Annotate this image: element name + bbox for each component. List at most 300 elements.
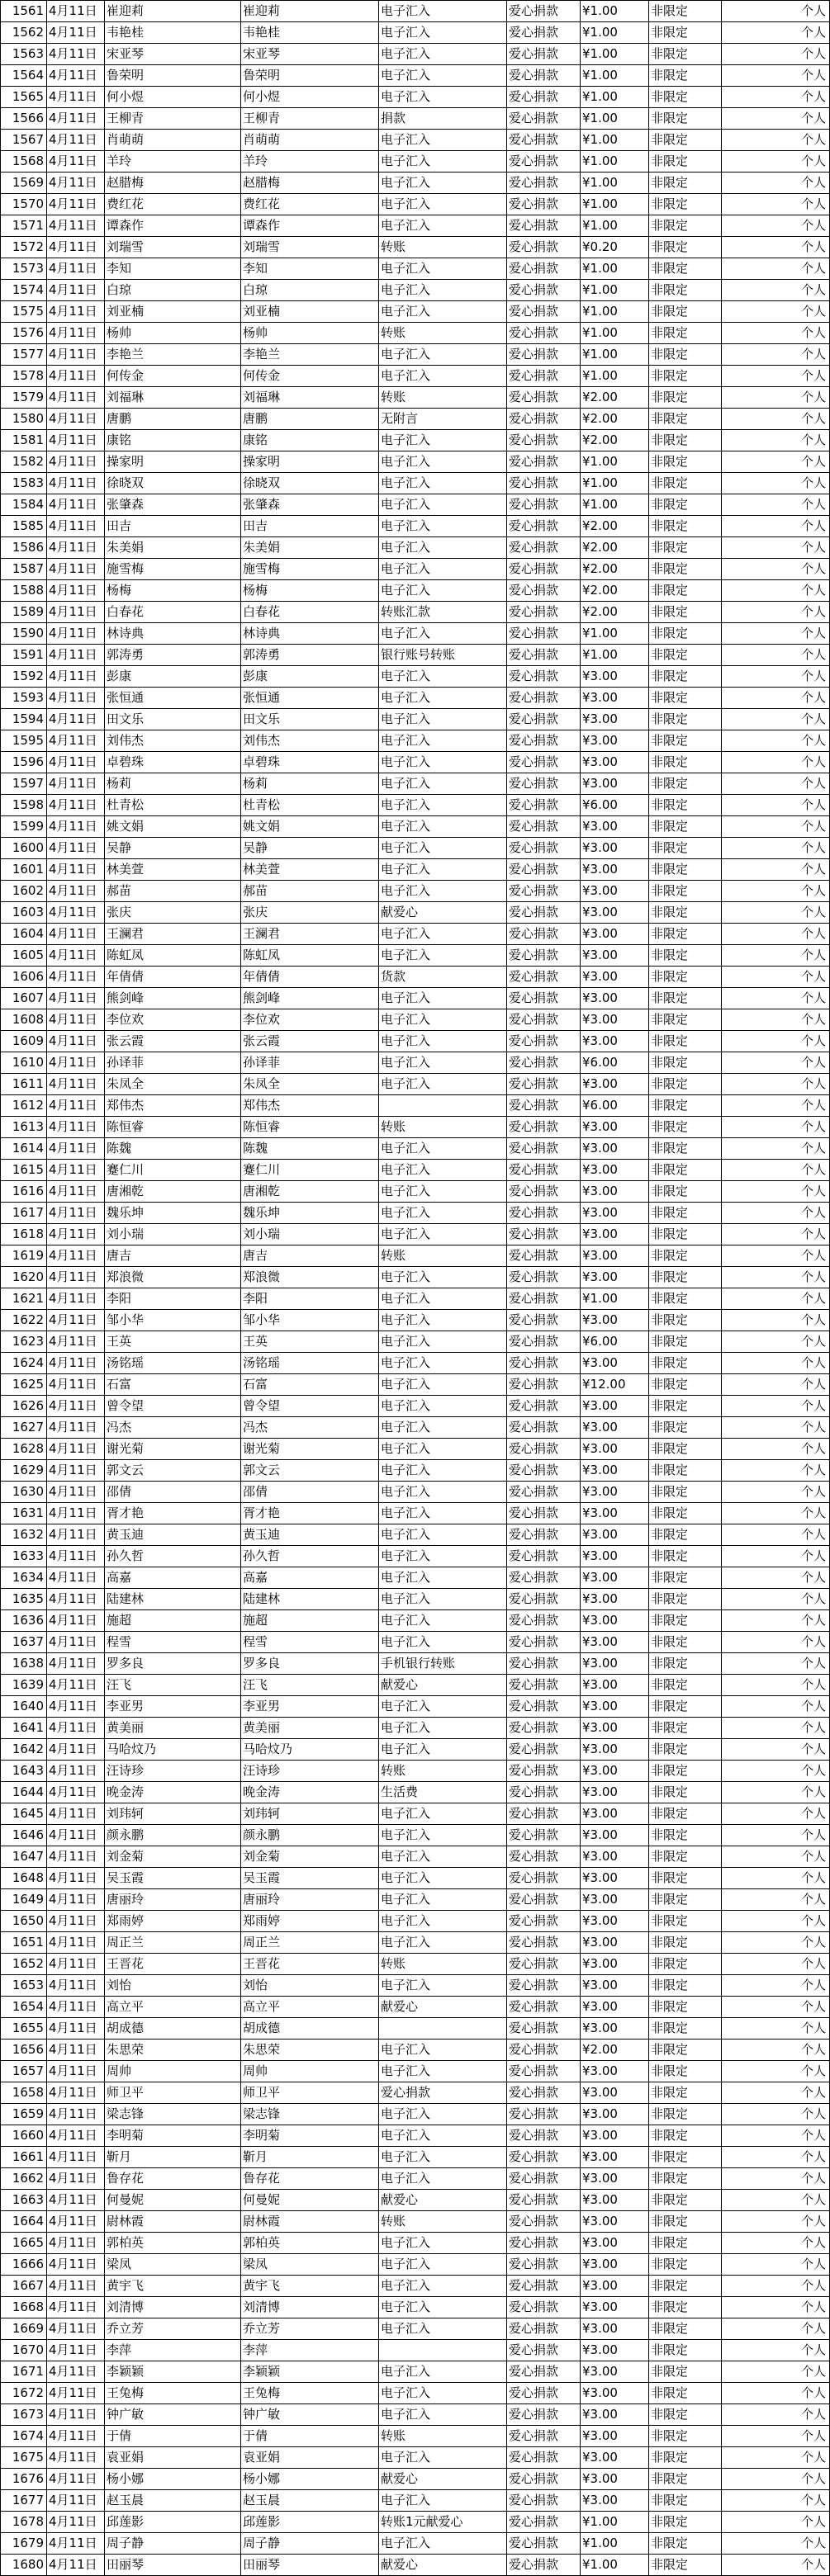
table-row [1, 1267, 830, 1288]
cell-purpose: 爱心捐款 [507, 387, 581, 409]
cell-date: 4月11日 [47, 2533, 105, 2555]
cell-amount: ¥3.00 [581, 688, 649, 709]
cell-purpose: 爱心捐款 [507, 2040, 581, 2061]
cell-payment-note: 转账 [379, 2211, 507, 2233]
cell-row-number: 1583 [1, 473, 47, 494]
cell-recipient-name: 高嘉 [241, 1567, 379, 1589]
cell-restriction: 非限定 [649, 1439, 722, 1460]
cell-row-number: 1594 [1, 709, 47, 730]
cell-date: 4月11日 [47, 730, 105, 752]
cell-purpose: 爱心捐款 [507, 666, 581, 688]
cell-donor-type: 个人 [722, 1911, 830, 1932]
cell-donor-name: 冯杰 [105, 1417, 241, 1439]
cell-recipient-name: 李明菊 [241, 2125, 379, 2147]
cell-row-number: 1584 [1, 494, 47, 516]
cell-date: 4月11日 [47, 1074, 105, 1095]
table-row [1, 945, 830, 967]
cell-purpose: 爱心捐款 [507, 988, 581, 1009]
table-row [1, 1954, 830, 1975]
cell-date: 4月11日 [47, 1460, 105, 1482]
cell-purpose: 爱心捐款 [507, 323, 581, 344]
cell-donor-name: 晚金涛 [105, 1782, 241, 1803]
cell-row-number: 1588 [1, 580, 47, 602]
cell-date: 4月11日 [47, 2125, 105, 2147]
table-row [1, 215, 830, 237]
cell-payment-note: 电子汇入 [379, 2447, 507, 2469]
cell-donor-name: 梁志锋 [105, 2104, 241, 2125]
table-row [1, 1739, 830, 1761]
cell-row-number: 1604 [1, 924, 47, 945]
cell-donor-name: 陆建林 [105, 1589, 241, 1610]
cell-date: 4月11日 [47, 559, 105, 580]
cell-donor-name: 卓碧珠 [105, 752, 241, 773]
cell-restriction: 非限定 [649, 1975, 722, 1997]
cell-donor-name: 黄玉迪 [105, 1524, 241, 1546]
cell-restriction: 非限定 [649, 2383, 722, 2404]
cell-purpose: 爱心捐款 [507, 752, 581, 773]
cell-donor-type: 个人 [722, 1718, 830, 1739]
cell-date: 4月11日 [47, 2340, 105, 2361]
cell-donor-type: 个人 [722, 1160, 830, 1181]
cell-date: 4月11日 [47, 666, 105, 688]
cell-donor-type: 个人 [722, 366, 830, 387]
cell-donor-type: 个人 [722, 409, 830, 430]
cell-donor-type: 个人 [722, 494, 830, 516]
cell-restriction: 非限定 [649, 473, 722, 494]
cell-recipient-name: 何传金 [241, 366, 379, 387]
cell-restriction: 非限定 [649, 2040, 722, 2061]
cell-payment-note: 转账 [379, 1761, 507, 1782]
cell-payment-note [379, 1095, 507, 1117]
cell-payment-note: 无附言 [379, 409, 507, 430]
cell-recipient-name: 李萍 [241, 2340, 379, 2361]
cell-recipient-name: 梁凤 [241, 2254, 379, 2276]
cell-donor-name: 杨帅 [105, 323, 241, 344]
cell-row-number: 1586 [1, 537, 47, 559]
cell-restriction: 非限定 [649, 602, 722, 623]
table-row [1, 22, 830, 44]
cell-payment-note: 献爱心 [379, 2555, 507, 2576]
cell-payment-note: 电子汇入 [379, 1181, 507, 1203]
cell-payment-note: 转账 [379, 1245, 507, 1267]
cell-restriction: 非限定 [649, 516, 722, 537]
cell-donor-type: 个人 [722, 2104, 830, 2125]
cell-restriction: 非限定 [649, 301, 722, 323]
cell-donor-type: 个人 [722, 1696, 830, 1718]
cell-donor-type: 个人 [722, 1482, 830, 1503]
cell-recipient-name: 冯杰 [241, 1417, 379, 1439]
cell-purpose: 爱心捐款 [507, 2361, 581, 2383]
cell-donor-type: 个人 [722, 2447, 830, 2469]
table-row [1, 151, 830, 173]
cell-payment-note: 电子汇入 [379, 1267, 507, 1288]
cell-date: 4月11日 [47, 1224, 105, 1245]
cell-recipient-name: 李阳 [241, 1288, 379, 1310]
table-row [1, 108, 830, 130]
cell-payment-note: 电子汇入 [379, 1031, 507, 1052]
cell-donor-name: 王兔梅 [105, 2383, 241, 2404]
cell-purpose: 爱心捐款 [507, 1868, 581, 1889]
cell-row-number: 1609 [1, 1031, 47, 1052]
cell-donor-type: 个人 [722, 2061, 830, 2082]
cell-amount: ¥3.00 [581, 1245, 649, 1267]
cell-restriction: 非限定 [649, 494, 722, 516]
cell-date: 4月11日 [47, 194, 105, 215]
table-row [1, 1095, 830, 1117]
table-row [1, 2190, 830, 2211]
cell-row-number: 1630 [1, 1482, 47, 1503]
cell-date: 4月11日 [47, 451, 105, 473]
cell-donor-type: 个人 [722, 1803, 830, 1825]
cell-recipient-name: 刘亚楠 [241, 301, 379, 323]
cell-donor-name: 崔迎莉 [105, 1, 241, 22]
cell-restriction: 非限定 [649, 173, 722, 194]
cell-date: 4月11日 [47, 1009, 105, 1031]
cell-donor-name: 徐晓双 [105, 473, 241, 494]
cell-amount: ¥3.00 [581, 945, 649, 967]
cell-recipient-name: 汪飞 [241, 1675, 379, 1696]
cell-payment-note: 电子汇入 [379, 430, 507, 451]
cell-purpose: 爱心捐款 [507, 1696, 581, 1718]
cell-purpose: 爱心捐款 [507, 2490, 581, 2512]
cell-restriction: 非限定 [649, 1117, 722, 1138]
cell-amount: ¥3.00 [581, 2297, 649, 2318]
cell-donor-type: 个人 [722, 1503, 830, 1524]
cell-payment-note: 电子汇入 [379, 2404, 507, 2426]
table-row [1, 1353, 830, 1374]
cell-restriction: 非限定 [649, 1632, 722, 1653]
cell-payment-note: 电子汇入 [379, 1074, 507, 1095]
cell-date: 4月11日 [47, 859, 105, 881]
cell-donor-name: 谢光菊 [105, 1439, 241, 1460]
table-row [1, 2297, 830, 2318]
cell-recipient-name: 魏乐坤 [241, 1203, 379, 1224]
cell-payment-note: 转账 [379, 1117, 507, 1138]
cell-payment-note: 电子汇入 [379, 537, 507, 559]
cell-donor-type: 个人 [722, 1331, 830, 1353]
cell-row-number: 1611 [1, 1074, 47, 1095]
cell-payment-note: 电子汇入 [379, 1482, 507, 1503]
cell-date: 4月11日 [47, 1052, 105, 1074]
table-row [1, 1632, 830, 1653]
cell-date: 4月11日 [47, 1761, 105, 1782]
cell-restriction: 非限定 [649, 1739, 722, 1761]
cell-restriction: 非限定 [649, 1310, 722, 1331]
cell-row-number: 1648 [1, 1868, 47, 1889]
cell-donor-name: 王英 [105, 1331, 241, 1353]
cell-row-number: 1580 [1, 409, 47, 430]
cell-payment-note: 电子汇入 [379, 1825, 507, 1846]
cell-payment-note: 电子汇入 [379, 945, 507, 967]
table-row [1, 859, 830, 881]
cell-amount: ¥3.00 [581, 988, 649, 1009]
cell-donor-name: 靳月 [105, 2147, 241, 2168]
table-row [1, 1031, 830, 1052]
cell-amount: ¥3.00 [581, 1181, 649, 1203]
cell-donor-type: 个人 [722, 2297, 830, 2318]
cell-row-number: 1615 [1, 1160, 47, 1181]
cell-payment-note: 电子汇入 [379, 130, 507, 151]
cell-payment-note: 电子汇入 [379, 795, 507, 816]
cell-donor-name: 王柳青 [105, 108, 241, 130]
cell-date: 4月11日 [47, 1653, 105, 1675]
cell-restriction: 非限定 [649, 280, 722, 301]
cell-row-number: 1668 [1, 2297, 47, 2318]
cell-payment-note: 电子汇入 [379, 1417, 507, 1439]
table-row [1, 623, 830, 645]
cell-purpose: 爱心捐款 [507, 1911, 581, 1932]
cell-amount: ¥3.00 [581, 1138, 649, 1160]
cell-restriction: 非限定 [649, 258, 722, 280]
table-row [1, 2361, 830, 2383]
cell-payment-note: 电子汇入 [379, 730, 507, 752]
cell-date: 4月11日 [47, 2018, 105, 2040]
cell-recipient-name: 彭康 [241, 666, 379, 688]
cell-payment-note: 电子汇入 [379, 280, 507, 301]
cell-restriction: 非限定 [649, 2404, 722, 2426]
cell-row-number: 1617 [1, 1203, 47, 1224]
cell-donor-name: 施超 [105, 1610, 241, 1632]
cell-purpose: 爱心捐款 [507, 1524, 581, 1546]
cell-purpose: 爱心捐款 [507, 1718, 581, 1739]
cell-amount: ¥3.00 [581, 2383, 649, 2404]
cell-donor-type: 个人 [722, 1589, 830, 1610]
cell-restriction: 非限定 [649, 623, 722, 645]
cell-restriction: 非限定 [649, 387, 722, 409]
cell-row-number: 1643 [1, 1761, 47, 1782]
cell-payment-note: 电子汇入 [379, 1503, 507, 1524]
cell-row-number: 1663 [1, 2190, 47, 2211]
cell-amount: ¥3.00 [581, 1825, 649, 1846]
cell-purpose: 爱心捐款 [507, 1546, 581, 1567]
cell-donor-name: 姚文娟 [105, 816, 241, 838]
cell-payment-note: 电子汇入 [379, 1975, 507, 1997]
cell-purpose: 爱心捐款 [507, 1825, 581, 1846]
cell-purpose: 爱心捐款 [507, 2383, 581, 2404]
table-row [1, 1589, 830, 1610]
cell-restriction: 非限定 [649, 1782, 722, 1803]
cell-amount: ¥3.00 [581, 2340, 649, 2361]
cell-date: 4月11日 [47, 1675, 105, 1696]
cell-purpose: 爱心捐款 [507, 1181, 581, 1203]
table-row [1, 666, 830, 688]
cell-purpose: 爱心捐款 [507, 2190, 581, 2211]
cell-recipient-name: 孙久哲 [241, 1546, 379, 1567]
cell-amount: ¥3.00 [581, 1782, 649, 1803]
cell-payment-note: 电子汇入 [379, 1610, 507, 1632]
cell-payment-note: 电子汇入 [379, 194, 507, 215]
cell-donor-name: 肖萌萌 [105, 130, 241, 151]
cell-recipient-name: 白春花 [241, 602, 379, 623]
cell-row-number: 1621 [1, 1288, 47, 1310]
cell-row-number: 1655 [1, 2018, 47, 2040]
cell-row-number: 1678 [1, 2512, 47, 2533]
table-row [1, 2061, 830, 2082]
cell-date: 4月11日 [47, 2490, 105, 2512]
table-row [1, 237, 830, 258]
cell-amount: ¥1.00 [581, 645, 649, 666]
cell-amount: ¥1.00 [581, 87, 649, 108]
cell-restriction: 非限定 [649, 1031, 722, 1052]
cell-restriction: 非限定 [649, 1911, 722, 1932]
cell-amount: ¥3.00 [581, 1546, 649, 1567]
cell-recipient-name: 王英 [241, 1331, 379, 1353]
cell-restriction: 非限定 [649, 1997, 722, 2018]
cell-donor-name: 颜永鹏 [105, 1825, 241, 1846]
cell-recipient-name: 杨莉 [241, 773, 379, 795]
cell-amount: ¥3.00 [581, 1739, 649, 1761]
cell-date: 4月11日 [47, 1846, 105, 1868]
cell-payment-note: 电子汇入 [379, 559, 507, 580]
cell-date: 4月11日 [47, 709, 105, 730]
cell-donor-name: 李知 [105, 258, 241, 280]
cell-recipient-name: 吴静 [241, 838, 379, 859]
cell-amount: ¥2.00 [581, 559, 649, 580]
cell-purpose: 爱心捐款 [507, 1138, 581, 1160]
cell-payment-note: 电子汇入 [379, 2104, 507, 2125]
cell-amount: ¥2.00 [581, 409, 649, 430]
cell-purpose: 爱心捐款 [507, 623, 581, 645]
cell-payment-note: 电子汇入 [379, 1803, 507, 1825]
table-row [1, 2147, 830, 2168]
cell-row-number: 1674 [1, 2426, 47, 2447]
cell-restriction: 非限定 [649, 1868, 722, 1889]
cell-row-number: 1680 [1, 2555, 47, 2576]
cell-row-number: 1619 [1, 1245, 47, 1267]
cell-amount: ¥3.00 [581, 2211, 649, 2233]
table-row [1, 130, 830, 151]
cell-restriction: 非限定 [649, 2340, 722, 2361]
cell-payment-note: 电子汇入 [379, 22, 507, 44]
table-row [1, 602, 830, 623]
table-row [1, 1460, 830, 1482]
cell-recipient-name: 朱凤全 [241, 1074, 379, 1095]
cell-payment-note: 电子汇入 [379, 2318, 507, 2340]
cell-purpose: 爱心捐款 [507, 795, 581, 816]
cell-donor-name: 杨梅 [105, 580, 241, 602]
cell-row-number: 1677 [1, 2490, 47, 2512]
cell-recipient-name: 刘瑞雪 [241, 237, 379, 258]
cell-row-number: 1679 [1, 2533, 47, 2555]
cell-purpose: 爱心捐款 [507, 1, 581, 22]
cell-date: 4月11日 [47, 1911, 105, 1932]
cell-recipient-name: 邱莲影 [241, 2512, 379, 2533]
cell-payment-note: 电子汇入 [379, 688, 507, 709]
cell-amount: ¥3.00 [581, 859, 649, 881]
cell-purpose: 爱心捐款 [507, 409, 581, 430]
cell-purpose: 爱心捐款 [507, 773, 581, 795]
cell-date: 4月11日 [47, 1310, 105, 1331]
cell-recipient-name: 孙译菲 [241, 1052, 379, 1074]
cell-amount: ¥3.00 [581, 1417, 649, 1439]
cell-payment-note: 电子汇入 [379, 816, 507, 838]
cell-purpose: 爱心捐款 [507, 2211, 581, 2233]
table-row [1, 1224, 830, 1245]
cell-date: 4月11日 [47, 2512, 105, 2533]
cell-date: 4月11日 [47, 151, 105, 173]
cell-purpose: 爱心捐款 [507, 173, 581, 194]
cell-donor-name: 刘小瑞 [105, 1224, 241, 1245]
cell-restriction: 非限定 [649, 44, 722, 65]
cell-payment-note: 电子汇入 [379, 1439, 507, 1460]
cell-date: 4月11日 [47, 387, 105, 409]
cell-payment-note: 电子汇入 [379, 65, 507, 87]
cell-amount: ¥3.00 [581, 1761, 649, 1782]
cell-donor-name: 唐湘乾 [105, 1181, 241, 1203]
cell-restriction: 非限定 [649, 1503, 722, 1524]
cell-donor-name: 杨小娜 [105, 2469, 241, 2490]
cell-restriction: 非限定 [649, 2276, 722, 2297]
cell-row-number: 1633 [1, 1546, 47, 1567]
cell-recipient-name: 陈魏 [241, 1138, 379, 1160]
cell-donor-type: 个人 [722, 1761, 830, 1782]
table-row [1, 2512, 830, 2533]
cell-amount: ¥1.00 [581, 65, 649, 87]
table-row [1, 2211, 830, 2233]
table-row [1, 1181, 830, 1203]
cell-donor-type: 个人 [722, 2040, 830, 2061]
cell-restriction: 非限定 [649, 366, 722, 387]
cell-amount: ¥1.00 [581, 2512, 649, 2533]
cell-recipient-name: 周子静 [241, 2533, 379, 2555]
cell-purpose: 爱心捐款 [507, 1761, 581, 1782]
cell-purpose: 爱心捐款 [507, 2061, 581, 2082]
cell-restriction: 非限定 [649, 1761, 722, 1782]
cell-recipient-name: 白琼 [241, 280, 379, 301]
cell-recipient-name: 王澜君 [241, 924, 379, 945]
table-row [1, 1610, 830, 1632]
cell-amount: ¥2.00 [581, 516, 649, 537]
cell-amount: ¥1.00 [581, 473, 649, 494]
cell-donor-name: 张云霞 [105, 1031, 241, 1052]
cell-purpose: 爱心捐款 [507, 1224, 581, 1245]
cell-purpose: 爱心捐款 [507, 1482, 581, 1503]
cell-donor-name: 师卫平 [105, 2082, 241, 2104]
table-row [1, 2490, 830, 2512]
donation-table-body [1, 1, 830, 2576]
table-row [1, 688, 830, 709]
cell-recipient-name: 田文乐 [241, 709, 379, 730]
cell-donor-name: 黄宇飞 [105, 2276, 241, 2297]
cell-donor-name: 乔立芳 [105, 2318, 241, 2340]
cell-donor-type: 个人 [722, 1396, 830, 1417]
table-row [1, 1396, 830, 1417]
cell-amount: ¥3.00 [581, 2490, 649, 2512]
cell-restriction: 非限定 [649, 2426, 722, 2447]
cell-restriction: 非限定 [649, 1825, 722, 1846]
cell-amount: ¥1.00 [581, 173, 649, 194]
cell-date: 4月11日 [47, 2061, 105, 2082]
cell-date: 4月11日 [47, 1503, 105, 1524]
cell-donor-name: 郝苗 [105, 881, 241, 902]
cell-recipient-name: 韦艳桂 [241, 22, 379, 44]
cell-payment-note: 电子汇入 [379, 344, 507, 366]
cell-donor-type: 个人 [722, 902, 830, 924]
cell-row-number: 1651 [1, 1932, 47, 1954]
cell-restriction: 非限定 [649, 2490, 722, 2512]
cell-recipient-name: 康铭 [241, 430, 379, 451]
cell-donor-name: 王澜君 [105, 924, 241, 945]
cell-date: 4月11日 [47, 1095, 105, 1117]
cell-date: 4月11日 [47, 623, 105, 645]
cell-date: 4月11日 [47, 2361, 105, 2383]
cell-date: 4月11日 [47, 473, 105, 494]
cell-donor-name: 尉林霞 [105, 2211, 241, 2233]
table-row [1, 1288, 830, 1310]
cell-row-number: 1650 [1, 1911, 47, 1932]
cell-purpose: 爱心捐款 [507, 688, 581, 709]
cell-date: 4月11日 [47, 1567, 105, 1589]
